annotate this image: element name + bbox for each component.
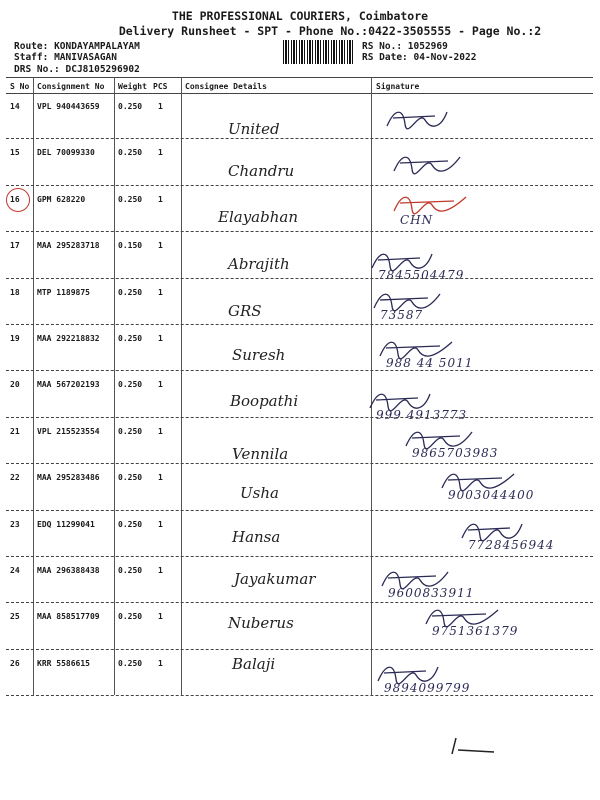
row-weight: 0.250 (118, 520, 143, 529)
row-consignment-no: VPL 940443659 (37, 102, 100, 111)
rs-no-line (362, 41, 448, 52)
row-signature-text: 999 4913773 (376, 408, 468, 422)
row-sno: 21 (10, 427, 20, 436)
signature-scribble (376, 661, 456, 687)
route-line (14, 41, 140, 52)
row-sno: 22 (10, 473, 20, 482)
row-pcs: 1 (158, 473, 163, 482)
rs-date-value: 04-Nov-2022 (413, 52, 477, 63)
row-weight: 0.250 (118, 380, 143, 389)
row-consignee-name: Abrajith (228, 255, 290, 273)
row-consignee-name: Balaji (232, 655, 276, 673)
runsheet-title: THE PROFESSIONAL COURIERS, Coimbatore (171, 9, 429, 23)
col-header-pcs: PCS (153, 82, 168, 91)
row-separator (6, 370, 593, 371)
row-pcs: 1 (158, 195, 163, 204)
row-sno: 19 (10, 334, 20, 343)
row-consignment-no: MAA 858517709 (37, 612, 100, 621)
row-consignee-name: Suresh (232, 346, 286, 364)
row-weight: 0.150 (118, 241, 143, 250)
row-consignment-no: KRR 5586615 (37, 659, 90, 668)
row-consignment-no: MAA 295283718 (37, 241, 100, 250)
row-separator (6, 185, 593, 186)
row-consignee-name: Chandru (228, 162, 295, 180)
row-weight: 0.250 (118, 566, 143, 575)
rs-no-value: 1052969 (407, 41, 448, 52)
row-separator (6, 649, 593, 650)
row-weight: 0.250 (118, 473, 143, 482)
signature-scribble (378, 336, 458, 362)
signature-scribble (372, 288, 452, 314)
row-sno: 26 (10, 659, 20, 668)
signature-scribble (380, 566, 460, 592)
col-header-sno: S No (10, 82, 30, 91)
row-signature-text: 9751361379 (432, 624, 519, 638)
row-pcs: 1 (158, 427, 163, 436)
row-sno: 15 (10, 148, 20, 157)
row-separator (6, 602, 593, 603)
row-consignee-name: Hansa (232, 528, 281, 546)
row-signature-text: 9600833911 (388, 586, 475, 600)
row-separator (6, 463, 593, 464)
row-pcs: 1 (158, 241, 163, 250)
staff-value: MANIVASAGAN (54, 52, 117, 63)
table-header-border (6, 93, 593, 94)
row-separator (6, 278, 593, 279)
row-sno: 20 (10, 380, 20, 389)
row-weight: 0.250 (118, 659, 143, 668)
row-sno: 24 (10, 566, 20, 575)
staff-label: Staff: (14, 52, 49, 63)
row-signature-text: 9003044400 (448, 488, 535, 502)
row-pcs: 1 (158, 520, 163, 529)
signature-scribble (460, 518, 540, 544)
signature-scribble (368, 388, 448, 414)
route-value: KONDAYAMPALAYAM (54, 41, 140, 52)
row-weight: 0.250 (118, 288, 143, 297)
row-pcs: 1 (158, 380, 163, 389)
row-signature-text: 73587 (380, 308, 424, 322)
row-pcs: 1 (158, 334, 163, 343)
row-pcs: 1 (158, 566, 163, 575)
row-sno: 23 (10, 520, 20, 529)
row-weight: 0.250 (118, 612, 143, 621)
col-header-signature: Signature (376, 82, 420, 91)
row-pcs: 1 (158, 102, 163, 111)
signature-scribble (385, 106, 465, 132)
row-pcs: 1 (158, 288, 163, 297)
row-weight: 0.250 (118, 427, 143, 436)
row-pcs: 1 (158, 659, 163, 668)
row-signature-text: 9865703983 (412, 446, 499, 460)
row-signature-text: 7728456944 (468, 538, 555, 552)
row-signature-text: 988 44 5011 (386, 356, 474, 370)
row-consignment-no: MAA 296388438 (37, 566, 100, 575)
row-separator (6, 324, 593, 325)
col-header-consignment: Consignment No (37, 82, 105, 91)
row-separator (6, 417, 593, 418)
row-consignee-name: Nuberus (228, 614, 294, 632)
signature-scribble (404, 426, 484, 452)
row-weight: 0.250 (118, 195, 143, 204)
row-separator (6, 556, 593, 557)
row-consignee-name: Elayabhan (218, 208, 298, 226)
row-separator (6, 138, 593, 139)
row-consignment-no: GPM 628220 (37, 195, 86, 204)
row-pcs: 1 (158, 148, 163, 157)
row-sno: 25 (10, 612, 20, 621)
row-sno: 17 (10, 241, 20, 250)
col-header-weight: Weight (118, 82, 147, 91)
col-header-consignee: Consignee Details (185, 82, 267, 91)
drs-label: DRS No.: (14, 64, 60, 75)
row-16-circle-mark (6, 188, 30, 212)
signature-scribble (392, 191, 472, 217)
row-signature-text: CHN (400, 213, 434, 227)
runsheet-subtitle: Delivery Runsheet - SPT - Phone No.:0422-3505555 - Page No.:2 (118, 24, 542, 38)
row-consignment-no: MAA 292218832 (37, 334, 100, 343)
row-separator (6, 510, 593, 511)
row-weight: 0.250 (118, 102, 143, 111)
row-consignee-name: Jayakumar (234, 570, 316, 588)
row-pcs: 1 (158, 612, 163, 621)
row-consignee-name: Vennila (232, 445, 289, 463)
signature-scribble (392, 151, 472, 177)
row-consignment-no: MAA 567202193 (37, 380, 100, 389)
table-top-border (6, 77, 593, 78)
row-consignment-no: MAA 295283486 (37, 473, 100, 482)
row-sno: 16 (10, 195, 20, 204)
row-consignment-no: DEL 70099330 (37, 148, 95, 157)
signature-scribble (440, 468, 520, 494)
rs-date-label: RS Date: (362, 52, 408, 63)
row-signature-text: 7845504479 (378, 268, 465, 282)
row-weight: 0.250 (118, 148, 143, 157)
staff-line (14, 52, 117, 63)
row-sno: 14 (10, 102, 20, 111)
row-separator (6, 231, 593, 232)
drs-line (14, 64, 140, 75)
row-consignee-name: Boopathi (230, 392, 299, 410)
row-consignment-no: MTP 1189875 (37, 288, 90, 297)
row-consignment-no: EDQ 11299041 (37, 520, 95, 529)
barcode (283, 40, 355, 64)
row-separator (6, 695, 593, 696)
signature-scribble (424, 604, 504, 630)
page-end-mark (450, 736, 500, 756)
row-consignee-name: United (228, 120, 280, 138)
row-sno: 18 (10, 288, 20, 297)
row-weight: 0.250 (118, 334, 143, 343)
drs-value: DCJ8105296902 (65, 64, 140, 75)
row-consignee-name: GRS (228, 302, 262, 320)
route-label: Route: (14, 41, 49, 52)
signature-scribble (370, 248, 450, 274)
rs-date-line (362, 52, 476, 63)
row-signature-text: 9894099799 (384, 681, 471, 695)
row-consignee-name: Usha (240, 484, 279, 502)
row-consignment-no: VPL 215523554 (37, 427, 100, 436)
rs-no-label: RS No.: (362, 41, 403, 52)
